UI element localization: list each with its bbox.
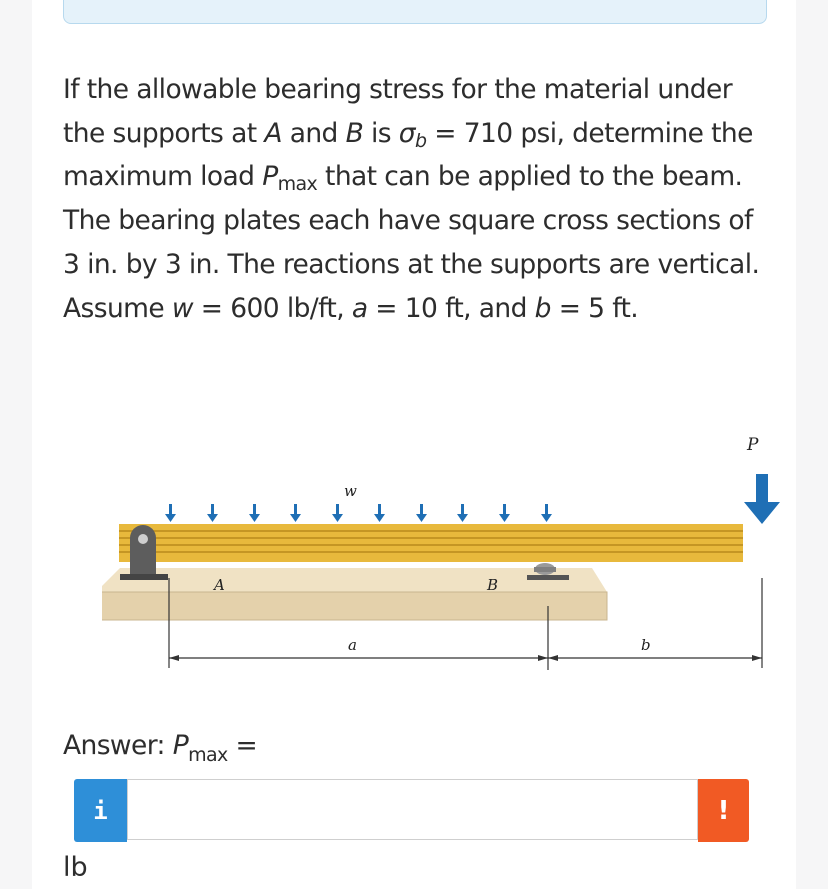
problem-statement: If the allowable bearing stress for the material under the supports at A and B is $\sigma_b = 710$ psi, determine the maximum load $P_{max}$ that can be applied to the beam. The bearing plates each have square cross sections of 3 in. by 3 in. The reactions at the supports are vertical. Assume w = 600 lb/ft, a = 10 ft, and b = 5 ft. (63, 74, 760, 324)
label-a-dim: a (348, 636, 357, 654)
base-slab (102, 592, 607, 620)
answer-input[interactable] (127, 779, 698, 840)
top-info-box (63, 0, 767, 24)
label-a: A (214, 576, 225, 594)
label-p: P (747, 435, 759, 455)
label-w: w (344, 482, 357, 500)
exclamation-icon: ! (717, 795, 730, 826)
label-b-dim: b (641, 636, 651, 654)
info-button[interactable] (74, 779, 127, 842)
info-icon: i (93, 796, 108, 825)
answer-label: Answer: $P_{max}$ = (63, 730, 258, 766)
label-b-support: B (487, 576, 499, 594)
unit-label: lb (63, 852, 88, 883)
beam-figure (102, 428, 782, 678)
beam (119, 524, 743, 562)
point-load-arrow (744, 474, 780, 524)
question-card (32, 0, 796, 889)
warning-button[interactable] (698, 779, 749, 842)
distributed-load-arrows (165, 504, 552, 522)
